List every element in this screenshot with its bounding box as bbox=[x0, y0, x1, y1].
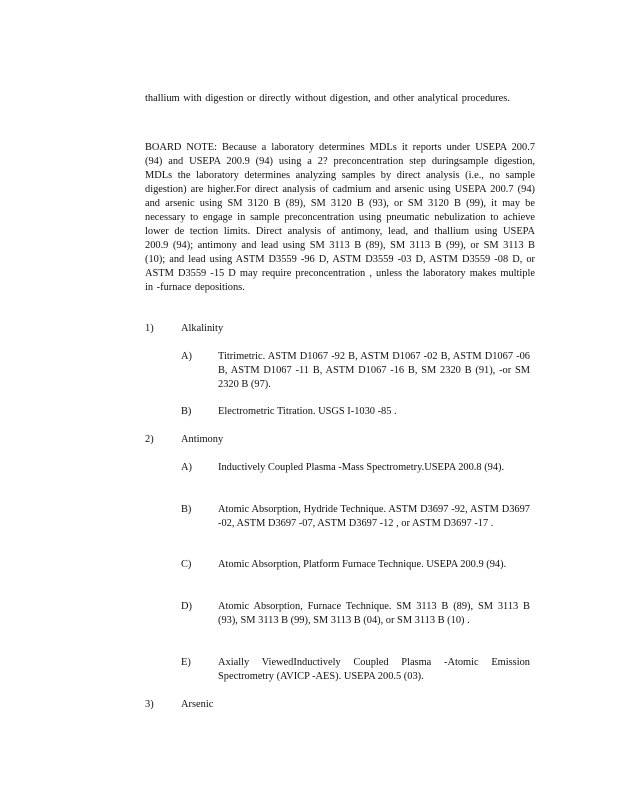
paragraph-continuation: thallium with digestion or directly without digestion, and other analytical procedures. bbox=[145, 93, 510, 104]
item-number: 3) bbox=[145, 699, 154, 710]
sub-item-text: Electrometric Titration. USGS I-1030 -85 . bbox=[218, 406, 397, 417]
sub-item-label: A) bbox=[181, 351, 192, 362]
sub-item-text: Atomic Absorption, Furnace Technique. SM 3113 B (89), SM 3113 B (93), SM 3113 B (99), SM 3113 B (04), or SM 3113 B (10) . bbox=[218, 601, 530, 626]
sub-item-text: Atomic Absorption, Hydride Technique. ASTM D3697 -92, ASTM D3697 -02, ASTM D3697 -07, ASTM D3697 -12 , or ASTM D3697 -17 . bbox=[218, 504, 530, 529]
sub-item-label: C) bbox=[181, 559, 192, 570]
sub-item-text: Inductively Coupled Plasma -Mass Spectrometry.USEPA 200.8 (94). bbox=[218, 462, 505, 473]
board-note: BOARD NOTE: Because a laboratory determines MDLs it reports under USEPA 200.7 (94) and USEPA 200.9 (94) using a 2? preconcentration step duringsample digestion, MDLs the laboratory determines analyzing samples by direct analysis (i.e., no sample digestion) are higher.For direct analysis of cadmium and arsenic using USEPA 200.7 (94) and arsenic using SM 3120 B (89), SM 3120 B (93), or SM 3120 B (99), it may be necessary to engage in sample preconcentration using pneumatic nebulization to achieve lower de tection limits. Direct analysis of antimony, lead, and thallium using USEPA 200.9 (94); antimony and lead using SM 3113 B (89), SM 3113 B (99), or SM 3113 B (10); and lead using ASTM D3559 -96 D, ASTM D3559 -03 D, ASTM D3559 -08 D, or ASTM D3559 -15 D may require preconcentration , unless the laboratory makes multiple in -furnace depositions. bbox=[145, 142, 535, 293]
sub-item-label: D) bbox=[181, 601, 192, 612]
item-title-arsenic: Arsenic bbox=[181, 699, 214, 710]
sub-item-text: Titrimetric. ASTM D1067 -92 B, ASTM D1067 -02 B, ASTM D1067 -06 B, ASTM D1067 -11 B, ASTM D1067 -16 B, SM 2320 B (91), -or SM 2320 B (97). bbox=[218, 351, 530, 390]
item-number: 1) bbox=[145, 323, 154, 334]
sub-item-text: Axially ViewedInductively Coupled Plasma -Atomic Emission Spectrometry (AVICP -AES). USEPA 200.5 (03). bbox=[218, 657, 530, 682]
sub-item-label: B) bbox=[181, 406, 192, 417]
item-title-alkalinity: Alkalinity bbox=[181, 323, 224, 334]
sub-item-text: Atomic Absorption, Platform Furnace Technique. USEPA 200.9 (94). bbox=[218, 559, 507, 570]
item-number: 2) bbox=[145, 434, 154, 445]
sub-item-label: E) bbox=[181, 657, 191, 668]
sub-item-label: A) bbox=[181, 462, 192, 473]
sub-item-label: B) bbox=[181, 504, 192, 515]
item-title-antimony: Antimony bbox=[181, 434, 224, 445]
